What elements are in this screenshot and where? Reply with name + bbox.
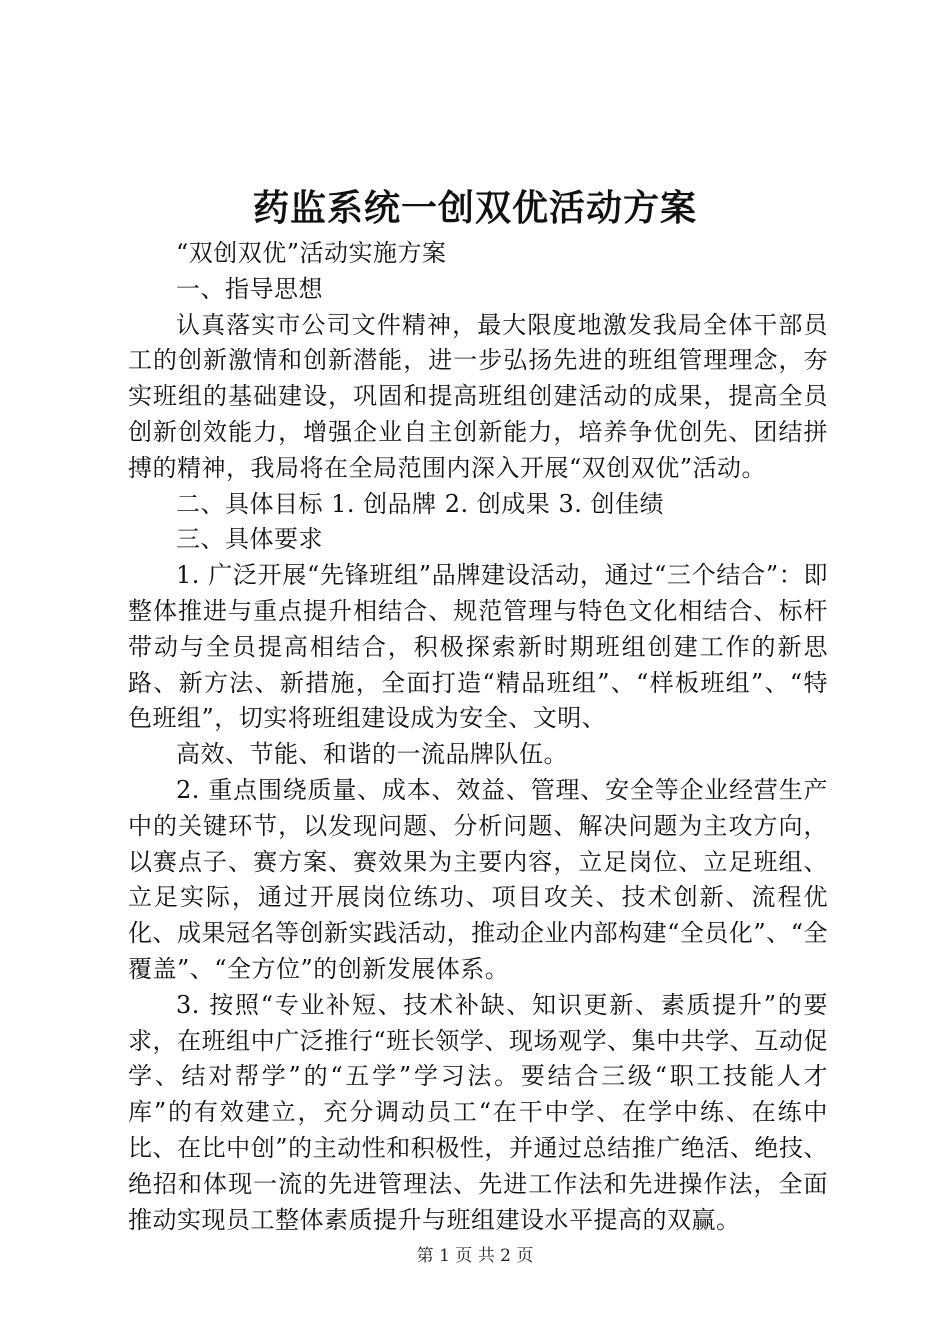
paragraph-section-1-heading: 一、指导思想	[176, 274, 323, 303]
paragraph-requirement-1: 1. 广泛开展“先锋班组”品牌建设活动，通过“三个结合”：即整体推进与重点提升相结合、规范管理与特色文化相结合、标杆带动与全员提高相结合，积极探索新时期班组创建工作的新思路、新方法、新措施，全面打造“精品班组”、“样板班组”、“特色班组”，切实将班组建设成为安全、文明、	[128, 561, 828, 733]
paragraph-requirement-3: 3. 按照“专业补短、技术补缺、知识更新、素质提升”的要求，在班组中广泛推行“班长领学、现场观学、集中共学、互动促学、结对帮学”的“五学”学习法。要结合三级“职工技能人才库”的有效建立，充分调动员工“在干中学、在学中练、在练中比、在比中创”的主动性和积极性，并通过总结推广绝活、绝技、绝招和体现一流的先进管理法、先进工作法和先进操作法，全面推动实现员工整体素质提升与班组建设水平提高的双赢。	[128, 990, 828, 1234]
paragraph-section-2-goals: 二、具体目标 1. 创品牌 2. 创成果 3. 创佳绩	[176, 489, 664, 518]
paragraph-requirement-2: 2. 重点围绕质量、成本、效益、管理、安全等企业经营生产中的关键环节，以发现问题、分析问题、解决问题为主攻方向，以赛点子、赛方案、赛效果为主要内容，立足岗位、立足班组、立足实际，通过开展岗位练功、项目攻关、技术创新、流程优化、成果冠名等创新实践活动，推动企业内部构建“全员化”、“全覆盖”、“全方位”的创新发展体系。	[128, 775, 828, 983]
paragraph-section-3-heading: 三、具体要求	[176, 525, 323, 554]
paragraph-requirement-1-continued: 高效、节能、和谐的一流品牌队伍。	[176, 740, 568, 769]
document-title: 药监系统一创双优活动方案	[252, 187, 697, 229]
paragraph-subtitle: “双创双优”活动实施方案	[176, 239, 447, 267]
page-number-footer: 第 1 页 共 2 页	[416, 1246, 534, 1266]
paragraph-guiding-ideology: 认真落实市公司文件精神，最大限度地激发我局全体干部员工的创新激情和创新潜能，进一步弘扬先进的班组管理理念，夯实班组的基础建设，巩固和提高班组创建活动的成果，提高全员创新创效能力，增强企业自主创新能力，培养争优创先、团结拼搏的精神，我局将在全局范围内深入开展“双创双优”活动。	[128, 310, 828, 482]
document-body	[128, 236, 828, 1238]
